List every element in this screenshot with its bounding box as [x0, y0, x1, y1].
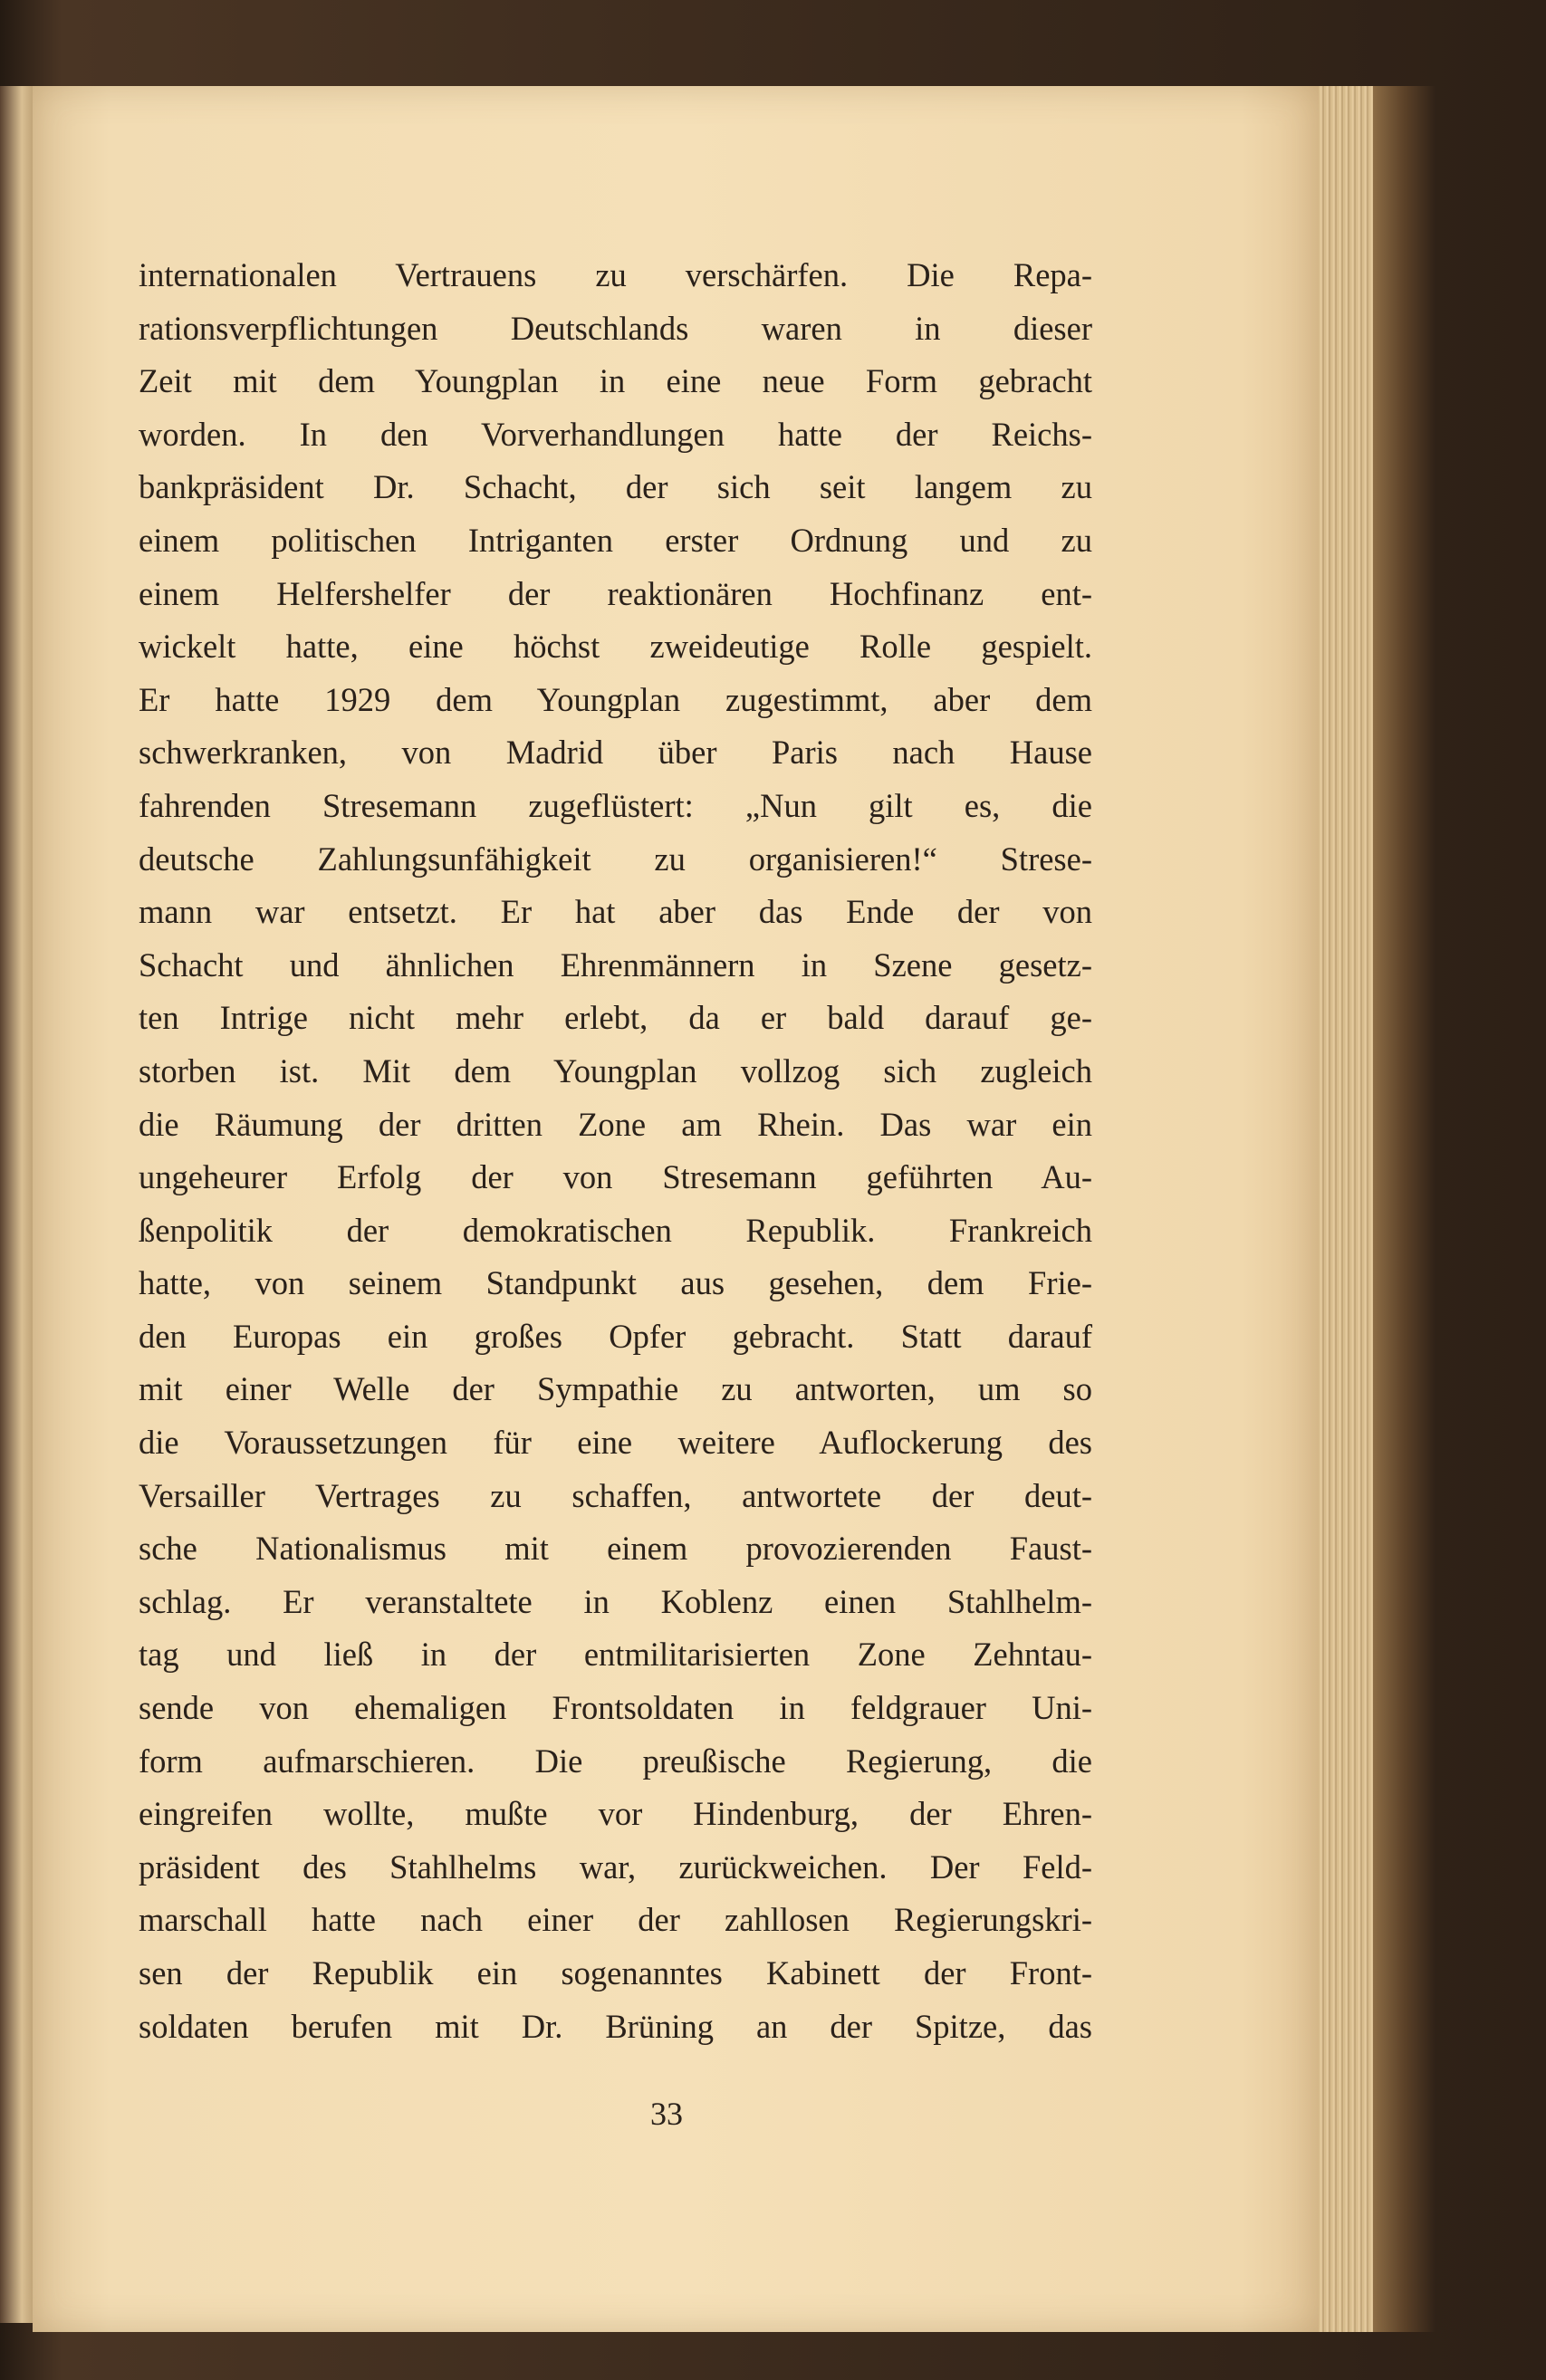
text-line: Versailler Vertrages zu schaffen, antwortete der deut-: [139, 1476, 1092, 1514]
previous-page-edge: [0, 86, 36, 2323]
text-line: die Räumung der dritten Zone am Rhein. Das war ein: [139, 1105, 1092, 1143]
text-line: schwerkranken, von Madrid über Paris nach Hause: [139, 734, 1092, 772]
text-line: rationsverpflichtungen Deutschlands waren in dieser: [139, 309, 1092, 347]
text-line: hatte, von seinem Standpunkt aus gesehen, dem Frie-: [139, 1264, 1092, 1302]
text-line: einem Helfershelfer der reaktionären Hochfinanz ent-: [139, 574, 1092, 612]
text-line: form aufmarschieren. Die preußische Regierung, die: [139, 1742, 1092, 1780]
text-line: ungeheurer Erfolg der von Stresemann geführten Au-: [139, 1158, 1092, 1196]
text-line: mit einer Welle der Sympathie zu antworten, um so: [139, 1370, 1092, 1408]
text-line: worden. In den Vorverhandlungen hatte der Reichs-: [139, 415, 1092, 453]
text-line: fahrenden Stresemann zugeflüstert: „Nun gilt es, die: [139, 786, 1092, 824]
page-stack-edge: [1319, 86, 1373, 2332]
page-number: 33: [650, 2096, 683, 2132]
text-line: ten Intrige nicht mehr erlebt, da er bald darauf ge-: [139, 999, 1092, 1037]
text-line: Schacht und ähnlichen Ehrenmännern in Szene gesetz-: [139, 945, 1092, 984]
text-line: wickelt hatte, eine höchst zweideutige Rolle gespielt.: [139, 628, 1092, 666]
text-line: sende von ehemaligen Frontsoldaten in feldgrauer Uni-: [139, 1689, 1092, 1727]
book-page: [33, 86, 1319, 2332]
text-line: präsident des Stahlhelms war, zurückweichen. Der Feld-: [139, 1847, 1092, 1886]
text-line: sche Nationalismus mit einem provozierenden Faust-: [139, 1530, 1092, 1568]
text-line: sen der Republik ein sogenanntes Kabinett der Front-: [139, 1954, 1092, 1991]
text-line: schlag. Er veranstaltete in Koblenz einen Stahlhelm-: [139, 1582, 1092, 1620]
text-line: marschall hatte nach einer der zahllosen Regierungskri-: [139, 1901, 1092, 1939]
text-line: den Europas ein großes Opfer gebracht. Statt darauf: [139, 1317, 1092, 1355]
cover-edge: [1373, 86, 1436, 2332]
text-line: einem politischen Intriganten erster Ordnung und zu: [139, 521, 1092, 559]
text-line: Er hatte 1929 dem Youngplan zugestimmt, aber dem: [139, 680, 1092, 718]
text-line: bankpräsident Dr. Schacht, der sich seit langem zu: [139, 468, 1092, 506]
text-line: mann war entsetzt. Er hat aber das Ende der von: [139, 893, 1092, 931]
text-line: storben ist. Mit dem Youngplan vollzog sich zugleich: [139, 1051, 1092, 1089]
text-line: eingreifen wollte, mußte vor Hindenburg, der Ehren-: [139, 1795, 1092, 1833]
text-line: die Voraussetzungen für eine weitere Auflockerung des: [139, 1424, 1092, 1462]
text-line: Zeit mit dem Youngplan in eine neue Form gebracht: [139, 362, 1092, 400]
text-line: internationalen Vertrauens zu verschärfen. Die Repa-: [139, 256, 1092, 293]
text-line: soldaten berufen mit Dr. Brüning an der Spitze, das: [139, 2007, 1092, 2045]
text-line: deutsche Zahlungsunfähigkeit zu organisieren!“ Strese-: [139, 840, 1092, 878]
body-text: [139, 249, 1092, 2053]
text-line: ßenpolitik der demokratischen Republik. Frankreich: [139, 1211, 1092, 1249]
text-line: tag und ließ in der entmilitarisierten Zone Zehntau-: [139, 1636, 1092, 1674]
